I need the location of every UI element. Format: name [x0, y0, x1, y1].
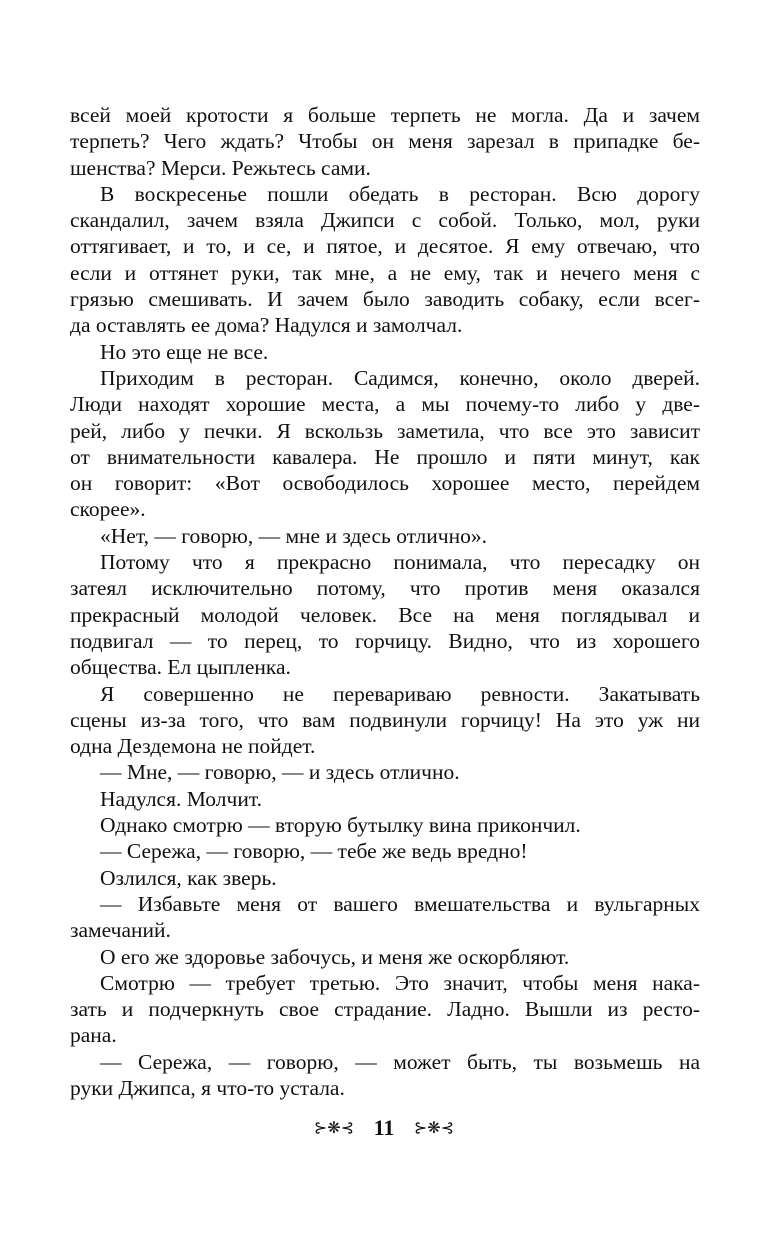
text-line: Я совершенно не перевариваю ревности. Закатывать	[100, 681, 700, 706]
paragraph	[70, 970, 700, 1049]
text-line: — Мне, — говорю, — и здесь отлично.	[100, 760, 460, 785]
text-line: если и оттянет руки, так мне, а не ему, так и нечего меня с	[70, 260, 700, 285]
text-line: рана.	[70, 1023, 117, 1048]
paragraph	[70, 944, 700, 970]
text-line: сцены из-за того, что вам подвинули горчицу! На это уж ни	[70, 707, 700, 732]
text-line: одна Дездемона не пойдет.	[70, 734, 316, 759]
text-line: — Избавьте меня от вашего вмешательства и вульгарных	[100, 891, 700, 916]
paragraph	[70, 549, 700, 680]
paragraph	[70, 1049, 700, 1102]
text-line: всей моей кротости я больше терпеть не могла. Да и зачем	[70, 103, 700, 127]
paragraph	[70, 102, 700, 181]
text-line: от внимательности кавалера. Не прошло и пяти минут, как	[70, 444, 700, 469]
text-line: Люди находят хорошие места, а мы почему-то либо у две-	[70, 392, 700, 417]
text-line: он говорит: «Вот освободилось хорошее место, перейдем	[70, 471, 700, 496]
paragraph	[70, 181, 700, 339]
text-line: Смотрю — требует третью. Это значит, чтобы меня нака-	[100, 970, 700, 995]
text-line: руки Джипса, я что-то устала.	[70, 1075, 345, 1100]
text-line: рей, либо у печки. Я вскользь заметила, что все это зависит	[70, 418, 700, 443]
text-line: Но это еще не все.	[100, 339, 269, 364]
paragraph	[70, 812, 700, 838]
paragraph	[70, 523, 700, 549]
page-body	[70, 102, 700, 1101]
page-footer	[0, 1115, 768, 1141]
paragraph	[70, 786, 700, 812]
text-line: — Сережа, — говорю, — может быть, ты возьмешь на	[100, 1049, 700, 1074]
text-line: общества. Ел цыпленка.	[70, 655, 291, 680]
text-line: шенства? Мерси. Режьтесь сами.	[70, 155, 371, 180]
text-line: да оставлять ее дома? Надулся и замолчал.	[70, 313, 463, 338]
text-line: Потому что я прекрасно понимала, что пересадку он	[100, 550, 700, 575]
paragraph	[70, 759, 700, 785]
paragraph	[70, 365, 700, 523]
text-line: Приходим в ресторан. Садимся, конечно, около дверей.	[100, 365, 700, 390]
text-line: «Нет, — говорю, — мне и здесь отлично».	[100, 523, 487, 548]
text-line: Озлился, как зверь.	[100, 865, 277, 890]
text-line: Надулся. Молчит.	[100, 786, 262, 811]
text-line: скандалил, зачем взяла Джипси с собой. Только, мол, руки	[70, 208, 700, 233]
text-line: зать и подчеркнуть свое страдание. Ладно. Вышли из ресто-	[70, 997, 700, 1022]
text-line: грязью смешивать. И зачем было заводить собаку, если всег-	[70, 287, 700, 312]
text-line: — Сережа, — говорю, — тебе же ведь вредно!	[100, 839, 528, 864]
text-line: оттягивает, и то, и се, и пятое, и десятое. Я ему отвечаю, что	[70, 234, 700, 259]
footer-ornament-left-icon: ⊱❋⊰	[313, 1119, 355, 1137]
paragraph	[70, 339, 700, 365]
text-line: Однако смотрю — вторую бутылку вина прикончил.	[100, 813, 581, 838]
footer-ornament-right-icon: ⊱❋⊰	[413, 1119, 455, 1137]
text-line: затеял исключительно потому, что против меня оказался	[70, 576, 700, 601]
paragraph	[70, 865, 700, 891]
text-line: О его же здоровье забочусь, и меня же оскорбляют.	[100, 944, 570, 969]
text-line: замечаний.	[70, 918, 171, 943]
text-line: прекрасный молодой человек. Все на меня поглядывал и	[70, 602, 700, 627]
paragraph	[70, 681, 700, 760]
text-line: скорее».	[70, 497, 146, 522]
paragraph	[70, 891, 700, 944]
page-number: 11	[373, 1115, 395, 1140]
paragraph	[70, 838, 700, 864]
text-line: терпеть? Чего ждать? Чтобы он меня зарезал в припадке бе-	[70, 129, 700, 154]
text-line: В воскресенье пошли обедать в ресторан. Всю дорогу	[100, 181, 700, 206]
text-line: подвигал — то перец, то горчицу. Видно, что из хорошего	[70, 628, 700, 653]
